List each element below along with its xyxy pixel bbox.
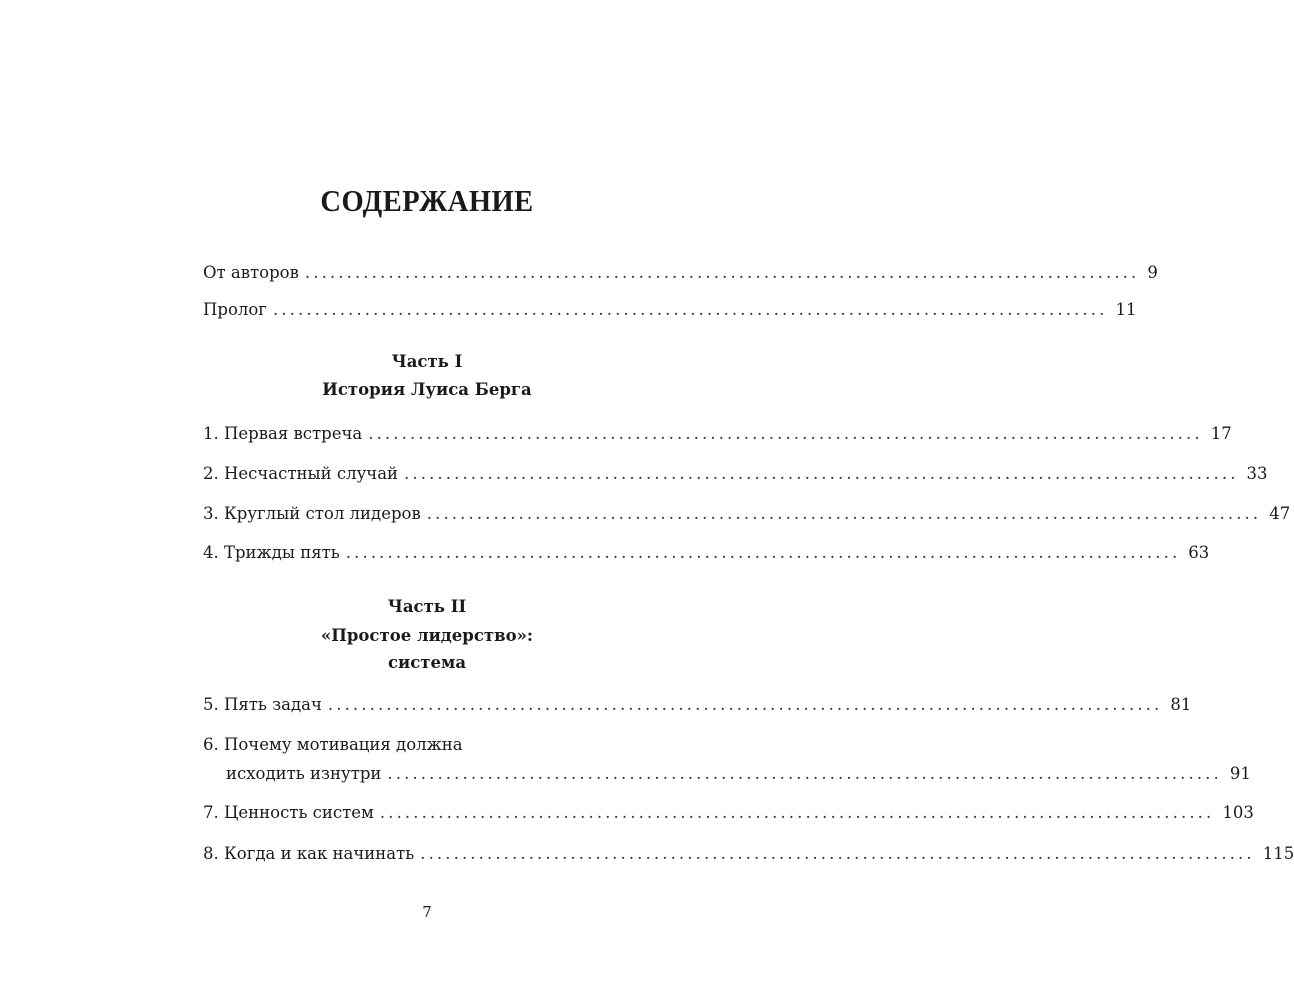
leader-dots: ....................................................................................................	[426, 504, 1262, 523]
toc-entry-label: 4. Трижды пять	[203, 543, 340, 562]
leader-dots: ....................................................................................................	[379, 803, 1215, 822]
toc-entry-label: Пролог	[203, 300, 267, 319]
leader-dots: ....................................................................................................	[327, 695, 1163, 714]
page-number: 7	[422, 903, 432, 921]
leader-dots: ....................................................................................................	[304, 263, 1140, 282]
toc-entry-authors[interactable]	[203, 263, 1158, 283]
toc-entry-page: 91	[1229, 764, 1251, 783]
part-2-label: Часть II	[387, 597, 467, 616]
toc-entry-chapter-3[interactable]	[203, 504, 1291, 524]
toc-entry-label: 7. Ценность систем	[203, 803, 374, 822]
toc-entry-page: 115	[1262, 844, 1294, 863]
toc-entry-chapter-8[interactable]	[203, 844, 1294, 864]
toc-entry-page: 33	[1246, 464, 1268, 483]
toc-entry-page: 17	[1210, 424, 1232, 443]
toc-entry-chapter-6-line1[interactable]: 6. Почему мотивация должна	[203, 735, 463, 754]
toc-entry-label: 8. Когда и как начинать	[203, 844, 415, 863]
leader-dots: ....................................................................................................	[272, 300, 1108, 319]
leader-dots: ....................................................................................................	[345, 543, 1181, 562]
page-title: СОДЕРЖАНИЕ	[320, 183, 534, 218]
toc-entry-page: 81	[1170, 695, 1192, 714]
leader-dots: ....................................................................................................	[420, 844, 1255, 863]
toc-entry-chapter-4[interactable]	[203, 543, 1210, 563]
toc-entry-label: исходить изнутри	[226, 764, 382, 783]
leader-dots: ....................................................................................................	[368, 424, 1203, 443]
part-2-title-line2: система	[387, 653, 467, 672]
toc-entry-chapter-1[interactable]	[203, 424, 1232, 444]
part-1-title: История Луиса Берга	[322, 380, 532, 399]
toc-entry-page: 63	[1188, 543, 1210, 562]
part-2-title-line1: «Простое лидерство»:	[320, 626, 533, 645]
toc-entry-label: 5. Пять задач	[203, 695, 322, 714]
toc-entry-label: От авторов	[203, 263, 299, 282]
leader-dots: ....................................................................................................	[404, 464, 1239, 483]
toc-entry-prologue[interactable]	[203, 300, 1137, 320]
leader-dots: ....................................................................................................	[387, 764, 1222, 783]
toc-entry-chapter-5[interactable]	[203, 695, 1192, 715]
toc-entry-label: 3. Круглый стол лидеров	[203, 504, 421, 523]
toc-entry-label: 2. Несчастный случай	[203, 464, 399, 483]
toc-entry-page: 103	[1222, 803, 1254, 822]
toc-entry-page: 11	[1115, 300, 1137, 319]
toc-entry-chapter-2[interactable]	[203, 464, 1268, 484]
toc-entry-chapter-7[interactable]	[203, 803, 1254, 823]
part-1-label: Часть I	[391, 352, 463, 371]
toc-entry-page: 47	[1269, 504, 1291, 523]
toc-entry-page: 9	[1147, 263, 1158, 282]
toc-entry-chapter-6[interactable]	[226, 764, 1251, 784]
toc-entry-label: 1. Первая встреча	[203, 424, 363, 443]
